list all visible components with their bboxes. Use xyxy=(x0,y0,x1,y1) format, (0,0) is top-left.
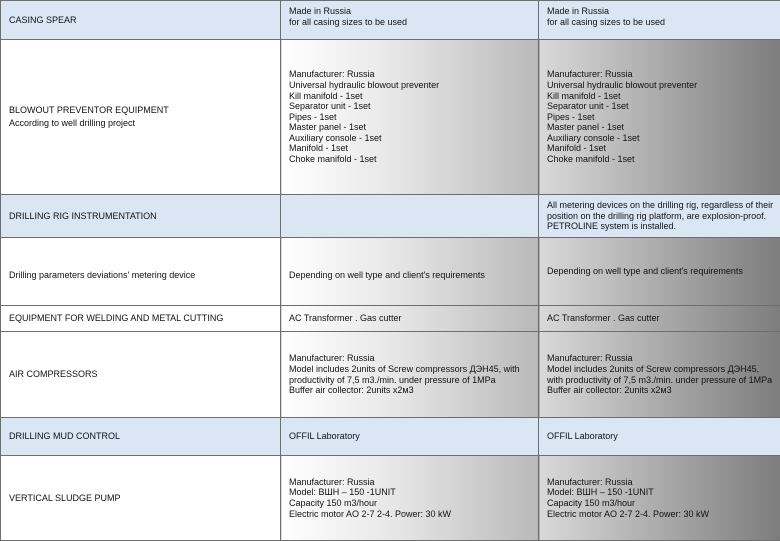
cell-casing-spear-col1: Made in Russia for all casing sizes to be used xyxy=(281,1,539,40)
row-label-casing-spear: CASING SPEAR xyxy=(1,1,281,40)
cell-blowout-preventer-col2: Manufacturer: Russia Universal hydraulic blowout preventer Kill manifold - 1set Separator unit - 1set Pipes - 1set Master panel - 1set Auxiliary console - 1set Manifold - 1set Choke manifold - 1set xyxy=(539,40,780,195)
cell-casing-spear-col2: Made in Russia for all casing sizes to be used xyxy=(539,1,780,40)
cell-metering-device-col1: Depending on well type and client's requirements xyxy=(281,238,539,306)
row-label-metering-device: Drilling parameters deviations' metering device xyxy=(1,238,281,306)
cell-rig-instrumentation-col2: All metering devices on the drilling rig, regardless of their position on the drilling rig platform, are explosion-proof. PETROLINE system is installed. xyxy=(539,195,780,238)
row-sublabel-text: According to well drilling project xyxy=(9,118,274,129)
row-label-air-compressors: AIR COMPRESSORS xyxy=(1,332,281,418)
cell-sludge-pump-col1: Manufacturer: Russia Model: ВШН – 150 -1UNIT Capacity 150 m3/hour Electric motor AO 2-7 2-4. Power: 30 kW xyxy=(281,456,539,541)
table-row xyxy=(1,238,780,306)
cell-sludge-pump-col2: Manufacturer: Russia Model: ВШН – 150 -1UNIT Capacity 150 m3/hour Electric motor AO 2-7 2-4. Power: 30 kW xyxy=(539,456,780,541)
cell-air-compressors-col2: Manufacturer: Russia Model includes 2units of Screw compressors ДЭН45, with productivity of 7,5 m3./min. under pressure of 1MPa Buffer air collector: 2units x2м3 xyxy=(539,332,780,418)
row-label-blowout-preventer xyxy=(1,40,281,195)
table-row xyxy=(1,306,780,332)
table-row xyxy=(1,40,780,195)
cell-metering-device-col2: Depending on well type and client's requirements xyxy=(539,238,780,306)
table-row xyxy=(1,1,780,40)
table-row xyxy=(1,456,780,541)
table-row xyxy=(1,332,780,418)
cell-mud-control-col2: OFFIL Laboratory xyxy=(539,418,780,456)
cell-welding-equipment-col1: AC Transformer . Gas cutter xyxy=(281,306,539,332)
table-row xyxy=(1,418,780,456)
cell-air-compressors-col1: Manufacturer: Russia Model includes 2units of Screw compressors ДЭН45, with productivity of 7,5 m3./min. under pressure of 1MPa Buffer air collector: 2units x2м3 xyxy=(281,332,539,418)
row-label-sludge-pump: VERTICAL SLUDGE PUMP xyxy=(1,456,281,541)
table-row xyxy=(1,195,780,238)
row-label-rig-instrumentation: DRILLING RIG INSTRUMENTATION xyxy=(1,195,281,238)
cell-mud-control-col1: OFFIL Laboratory xyxy=(281,418,539,456)
row-label-text: BLOWOUT PREVENTOR EQUIPMENT xyxy=(9,105,169,115)
row-label-mud-control: DRILLING MUD CONTROL xyxy=(1,418,281,456)
cell-rig-instrumentation-col1 xyxy=(281,195,539,238)
cell-welding-equipment-col2: AC Transformer . Gas cutter xyxy=(539,306,780,332)
row-label-welding-equipment: EQUIPMENT FOR WELDING AND METAL CUTTING xyxy=(1,306,281,332)
cell-blowout-preventer-col1: Manufacturer: Russia Universal hydraulic blowout preventer Kill manifold - 1set Separator unit - 1set Pipes - 1set Master panel - 1set Auxiliary console - 1set Manifold - 1set Choke manifold - 1set xyxy=(281,40,539,195)
